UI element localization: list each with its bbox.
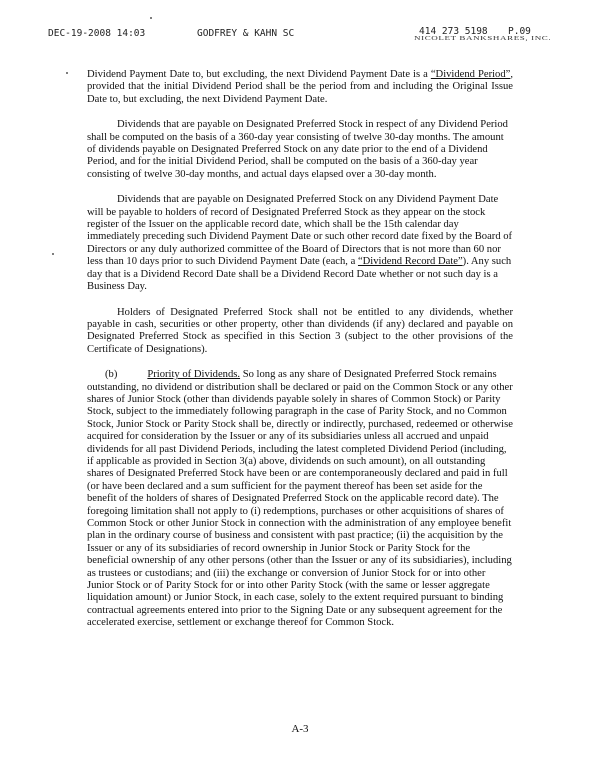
scan-speck xyxy=(66,72,68,74)
paragraph-computation: Dividends that are payable on Designated Preferred Stock in respect of any Dividend Period shall be computed on the basis of a 360-day year consisting of twelve 30-day months. The amount of dividends payable on Designated Preferred Stock on any date prior to the end of a Dividend Period, and for the initial Dividend Period, shall be computed on the basis of a 360-day year consisting of twelve 30-day months, and actual days elapsed over a 30-day month. xyxy=(87,119,508,180)
scan-speck xyxy=(52,253,54,255)
paragraph-text: , provided that the initial Dividend Period shall be the period from and including the Original Issue Date to, but excluding, the next Dividend Payment Date. xyxy=(87,69,513,105)
page-number: A-3 xyxy=(291,723,309,735)
section-label: (b) xyxy=(105,369,118,381)
fax-date-time: DEC-19-2008 14:03 xyxy=(48,28,146,39)
document-body xyxy=(87,69,513,643)
fax-page: P.09 xyxy=(508,26,531,37)
paragraph-text: Dividends that are payable on Designated Preferred Stock on any Dividend Payment Date will be payable to holders of record of Designated Preferred Stock as they appear on the stock register of the Issuer on the applicable record date, which shall be the 15th calendar day immediately preceding such Dividend Payment Date or such other record date fixed by the Board of Directors or any duly authorized committee of the Board of Directors that is not more than 60 nor less than 10 days prior to such Dividend Payment Date (each, a xyxy=(87,194,513,268)
paragraph-text: So long as any share of Designated Preferred Stock remains outstanding, no dividend or distribution shall be declared or paid on the Common Stock or any other shares of Junior Stock (other than dividends payable solely in shares of Common Stock) or Parity Stock, subject to the immediately following paragraph in the case of Parity Stock, and no Common Stock, Junior Stock or Parity Stock shall be, directly or indirectly, purchased, redeemed or otherwise acquired for consideration by the Issuer or any of its subsidiaries unless all accrued and unpaid dividends for all past Dividend Periods, including the latest completed Dividend Period (including, if applicable as provided in Section 3(a) above, dividends on such amount), on all outstanding shares of Designated Preferred Stock have been or are contemporaneously declared and paid in full (or have been declared and a sum sufficient for the payment thereof has been set aside for the benefit of the holders of shares of Designated Preferred Stock on the applicable record date). The foregoing limitation shall not apply to (i) redemptions, purchases or other acquisitions of shares of Common Stock or other Junior Stock in connection with the administration of any employee benefit plan in the ordinary course of business and consistent with past practice; (ii) the acquisition by the Issuer or any of its subsidiaries of record ownership in Junior Stock or Parity Stock for the beneficial ownership of any other persons (other than the Issuer or any of its subsidiaries), including as trustees or custodians; and (iii) the exchange or conversion of Junior Stock for or into other Junior Stock or of Parity Stock for or into other Parity Stock (with the same or lesser aggregate liquidation amount) or Junior Stock, in each case, solely to the extent required pursuant to binding contractual agreements entered into prior to the Signing Date or any subsequent agreement for the accelerated exercise, settlement or exchange thereof for Common Stock. xyxy=(87,369,513,629)
fax-header xyxy=(0,26,600,50)
paragraph-text: Dividend Payment Date to, but excluding, the next Dividend Payment Date is a xyxy=(87,69,431,80)
defined-term: “Dividend Record Date” xyxy=(357,256,463,268)
paragraph-text: ). Any such day that is a Dividend Record Date shall be a Dividend Record Date whether or not such day is a Business Day. xyxy=(87,256,512,293)
paragraph-dividend-period xyxy=(87,69,513,106)
paragraph-record-date xyxy=(87,194,513,293)
defined-term: “Dividend Period” xyxy=(430,69,511,80)
section-heading: Priority of Dividends. xyxy=(147,369,241,381)
paragraph-priority xyxy=(87,369,513,630)
fax-sender: GODFREY & KAHN SC xyxy=(197,28,295,39)
fax-phone: 414 273 5198 xyxy=(419,26,488,37)
company-name: NICOLET BANKSHARES, INC. xyxy=(414,35,552,42)
scan-speck xyxy=(150,17,152,19)
paragraph-holders: Holders of Designated Preferred Stock shall not be entitled to any dividends, whether payable in cash, securities or other property, other than dividends (if any) declared and payable on Designated Preferred Stock as specified in this Section 3 (subject to the other provisions of the Certificate of Designations). xyxy=(87,306,513,355)
